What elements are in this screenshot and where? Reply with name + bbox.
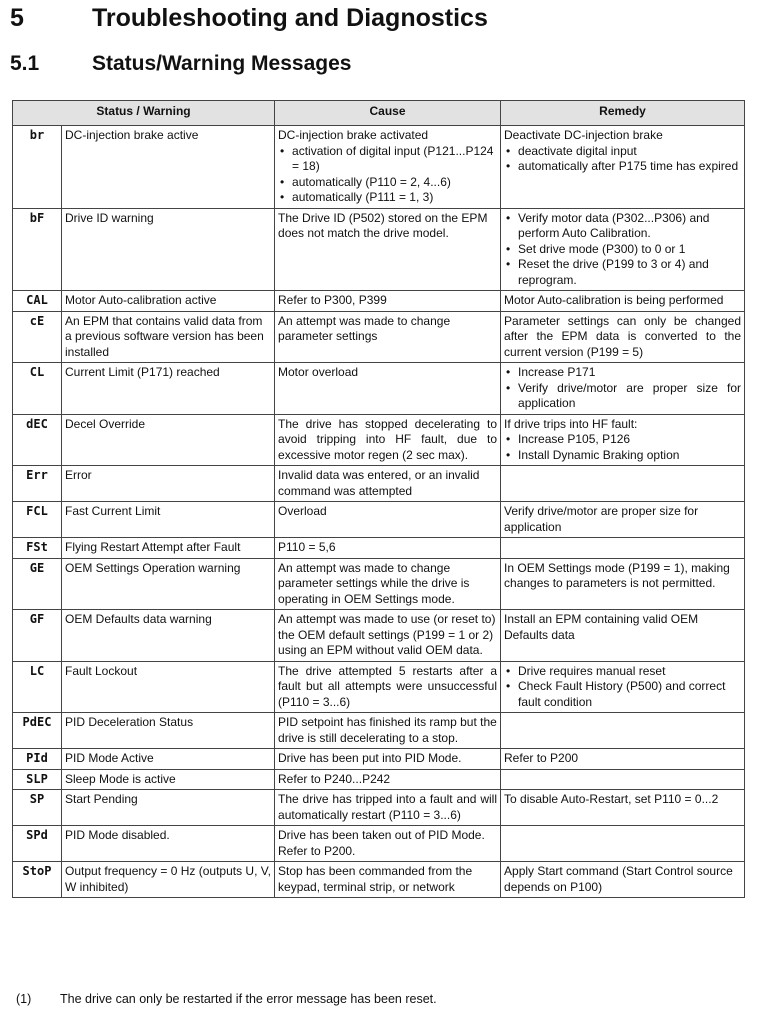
remedy-cell (501, 126, 745, 209)
remedy-cell (501, 311, 745, 363)
table-row (13, 749, 745, 770)
status-code: GF (13, 610, 62, 662)
cause-text: The Drive ID (P502) stored on the EPM does not match the drive model. (278, 210, 488, 240)
cause-list-item: • automatically (P110 = 2, 4...6) (292, 175, 497, 191)
table-row (13, 466, 745, 502)
status-description: Drive ID warning (62, 208, 275, 291)
remedy-cell (501, 363, 745, 415)
remedy-list (504, 664, 741, 711)
table-row (13, 862, 745, 898)
cause-text: Refer to P240...P242 (278, 771, 391, 786)
status-description: Start Pending (62, 790, 275, 826)
cause-text: Motor overload (278, 365, 359, 379)
cause-text: Drive has been put into PID Mode. (278, 751, 462, 765)
remedy-cell (501, 414, 745, 466)
remedy-cell (501, 826, 745, 862)
remedy-list-item: • Increase P171 (518, 365, 741, 381)
cause-text: The drive has tripped into a fault and will automatically restart (P110 = 3...6) (278, 792, 498, 822)
cause-text: Invalid data was entered, or an invalid command was attempted (278, 468, 480, 498)
cause-text: An attempt was made to use (or reset to) the OEM default settings (P199 = 1 or 2) using an EPM without valid OEM data. (278, 612, 496, 657)
status-description: Error (62, 466, 275, 502)
status-description: An EPM that contains valid data from a previous software version has been installed (62, 311, 275, 363)
cause-list (278, 144, 497, 206)
status-description: Fast Current Limit (62, 502, 275, 538)
cause-text: DC-injection brake activated (278, 128, 429, 142)
status-code: cE (13, 311, 62, 363)
status-description: Decel Override (62, 414, 275, 466)
status-code: CAL (13, 291, 62, 312)
cause-cell (275, 749, 501, 770)
cause-cell (275, 790, 501, 826)
subsection-number: 5.1 (10, 52, 40, 75)
remedy-cell (501, 790, 745, 826)
remedy-cell (501, 610, 745, 662)
table-row (13, 208, 745, 291)
table-row (13, 126, 745, 209)
status-description: PID Mode disabled. (62, 826, 275, 862)
status-description: DC-injection brake active (62, 126, 275, 209)
status-description: Current Limit (P171) reached (62, 363, 275, 415)
table-row (13, 414, 745, 466)
remedy-text: Verify drive/motor are proper size for application (504, 504, 699, 534)
cause-cell (275, 661, 501, 713)
status-description: Fault Lockout (62, 661, 275, 713)
remedy-cell (501, 208, 745, 291)
cause-text: Drive has been taken out of PID Mode. Refer to P200. (278, 828, 485, 858)
cause-cell (275, 466, 501, 502)
status-code: bF (13, 208, 62, 291)
status-description: PID Mode Active (62, 749, 275, 770)
status-description: Sleep Mode is active (62, 769, 275, 790)
cause-cell (275, 126, 501, 209)
header-cause: Cause (275, 101, 501, 126)
footnote (16, 992, 437, 1006)
remedy-list (504, 365, 741, 412)
remedy-list-item: • Install Dynamic Braking option (518, 448, 741, 464)
status-code: GE (13, 558, 62, 610)
table-row (13, 538, 745, 559)
remedy-list-item: • Increase P105, P126 (518, 432, 741, 448)
status-code: SP (13, 790, 62, 826)
remedy-cell (501, 502, 745, 538)
header-status-warning: Status / Warning (13, 101, 275, 126)
table-row (13, 558, 745, 610)
remedy-text: Deactivate DC-injection brake (504, 128, 663, 142)
status-description: OEM Defaults data warning (62, 610, 275, 662)
remedy-cell (501, 749, 745, 770)
remedy-list-item: • Set drive mode (P300) to 0 or 1 (518, 242, 741, 258)
remedy-text: Parameter settings can only be changed after the EPM data is converted to the current version (P199 = 5) (504, 313, 742, 359)
cause-cell (275, 208, 501, 291)
cause-text: An attempt was made to change parameter settings while the drive is operating in OEM Settings mode. (278, 560, 470, 606)
cause-cell (275, 826, 501, 862)
subsection-heading (10, 52, 351, 76)
table-row (13, 610, 745, 662)
footnote-text: The drive can only be restarted if the error message has been reset. (60, 992, 437, 1006)
remedy-text: If drive trips into HF fault: (504, 416, 638, 431)
cause-list-item: • activation of digital input (P121...P124 = 18) (292, 144, 497, 175)
cause-text: P110 = 5,6 (278, 540, 336, 554)
status-code: dEC (13, 414, 62, 466)
cause-cell (275, 363, 501, 415)
remedy-list (504, 144, 741, 175)
section-heading (10, 4, 488, 33)
cause-text: The drive attempted 5 restarts after a fault but all attempts were unsuccessful (P110 = 3...6) (278, 663, 498, 709)
cause-text: Overload (278, 504, 327, 518)
cause-text: An attempt was made to change parameter settings (278, 313, 451, 343)
table-row (13, 661, 745, 713)
table-header-row (13, 101, 745, 126)
status-code: StoP (13, 862, 62, 898)
table-body (13, 126, 745, 898)
cause-cell (275, 291, 501, 312)
section-number: 5 (10, 4, 24, 32)
status-code: Err (13, 466, 62, 502)
header-remedy: Remedy (501, 101, 745, 126)
cause-cell (275, 502, 501, 538)
remedy-cell (501, 661, 745, 713)
table-row (13, 826, 745, 862)
cause-cell (275, 414, 501, 466)
remedy-list-item: • Check Fault History (P500) and correct fault condition (518, 679, 741, 710)
remedy-text: Apply Start command (Start Control source depends on P100) (504, 864, 733, 894)
remedy-list-item: • Reset the drive (P199 to 3 or 4) and reprogram. (518, 257, 741, 288)
remedy-cell (501, 538, 745, 559)
status-code: CL (13, 363, 62, 415)
table-row (13, 790, 745, 826)
remedy-list-item: • deactivate digital input (518, 144, 741, 160)
status-code: LC (13, 661, 62, 713)
cause-list-item: • automatically (P111 = 1, 3) (292, 190, 497, 206)
remedy-cell (501, 769, 745, 790)
remedy-text: Motor Auto-calibration is being performed (504, 293, 724, 307)
table-row (13, 311, 745, 363)
cause-cell (275, 311, 501, 363)
status-code: FSt (13, 538, 62, 559)
status-code: SPd (13, 826, 62, 862)
remedy-text: To disable Auto-Restart, set P110 = 0...2 (504, 792, 719, 806)
status-description: Flying Restart Attempt after Fault (62, 538, 275, 559)
remedy-list (504, 432, 741, 463)
remedy-cell (501, 862, 745, 898)
table-row (13, 291, 745, 312)
table-row (13, 502, 745, 538)
remedy-cell (501, 466, 745, 502)
status-description: OEM Settings Operation warning (62, 558, 275, 610)
cause-text: Refer to P300, P399 (278, 293, 387, 307)
remedy-list-item: • Verify motor data (P302...P306) and perform Auto Calibration. (518, 211, 741, 242)
cause-cell (275, 610, 501, 662)
cause-cell (275, 713, 501, 749)
footnote-marker: (1) (16, 992, 32, 1006)
status-code: PId (13, 749, 62, 770)
remedy-list (504, 211, 741, 289)
table-row (13, 713, 745, 749)
status-warning-table (12, 100, 745, 898)
status-code: PdEC (13, 713, 62, 749)
table-row (13, 769, 745, 790)
remedy-text: In OEM Settings mode (P199 = 1), making changes to parameters is not permitted. (504, 560, 730, 590)
cause-text: Stop has been commanded from the keypad, terminal strip, or network (278, 864, 473, 894)
remedy-list-item: • Verify drive/motor are proper size for application (518, 381, 741, 412)
cause-cell (275, 538, 501, 559)
cause-cell (275, 862, 501, 898)
remedy-cell (501, 291, 745, 312)
cause-cell (275, 558, 501, 610)
subsection-title: Status/Warning Messages (92, 52, 352, 75)
remedy-cell (501, 713, 745, 749)
table-row (13, 363, 745, 415)
status-code: br (13, 126, 62, 209)
remedy-cell (501, 558, 745, 610)
status-description: Output frequency = 0 Hz (outputs U, V, W inhibited) (62, 862, 275, 898)
remedy-text: Install an EPM containing valid OEM Defaults data (504, 612, 699, 642)
status-code: FCL (13, 502, 62, 538)
status-code: SLP (13, 769, 62, 790)
status-description: Motor Auto-calibration active (62, 291, 275, 312)
cause-cell (275, 769, 501, 790)
remedy-list-item: • Drive requires manual reset (518, 664, 741, 680)
section-title: Troubleshooting and Diagnostics (92, 4, 488, 32)
cause-text: PID setpoint has finished its ramp but the drive is still decelerating to a stop. (278, 715, 497, 745)
remedy-text: Refer to P200 (504, 751, 579, 765)
status-description: PID Deceleration Status (62, 713, 275, 749)
cause-text: The drive has stopped decelerating to avoid tripping into HF fault, due to excessive motor regen (2 sec max). (278, 416, 498, 462)
remedy-list-item: • automatically after P175 time has expired (518, 159, 741, 175)
